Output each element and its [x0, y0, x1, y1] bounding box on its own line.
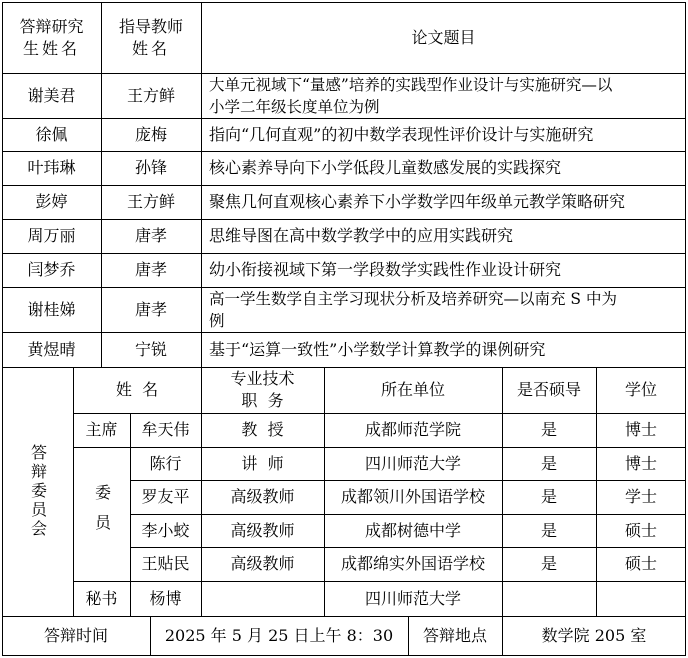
member-degree: 硕士: [624, 520, 657, 540]
secretary-role: 秘书: [85, 588, 118, 608]
chair-name: 牟天伟: [141, 420, 190, 439]
header-student-line2: 生姓名: [22, 38, 80, 58]
advisor-name: 唐孝: [134, 226, 167, 245]
secretary-unit: 四川师范大学: [364, 588, 461, 608]
advisor-name: 唐孝: [134, 260, 167, 279]
committee-label: 答辩委员会: [28, 444, 48, 539]
member-title: 高级教师: [230, 554, 295, 573]
member-supervisor: 是: [540, 453, 557, 473]
defense-time-value: 2025 年 5 月 25 日上午 8：30: [164, 626, 394, 645]
member-title: 高级教师: [230, 520, 295, 540]
thesis-title: 聚焦几何直观核心素养下小学数学四年级单元教学策略研究: [209, 192, 626, 211]
student-name: 黄煜晴: [27, 339, 76, 359]
advisor-name: 庞梅: [134, 124, 167, 144]
defense-time-label: 答辩时间: [43, 626, 108, 645]
member-degree: 硕士: [624, 554, 657, 573]
chair-title: 教 授: [241, 420, 284, 439]
thesis-title: 思维导图在高中数学教学中的应用实践研究: [209, 226, 514, 245]
member-unit: 成都领川外国语学校: [340, 487, 485, 506]
student-name: 周万丽: [27, 226, 76, 245]
committee-header-unit: 所在单位: [380, 380, 445, 399]
member-unit: 成都绵实外国语学校: [340, 554, 485, 573]
header-advisor-line2: 姓名: [131, 38, 170, 58]
student-name: 谢桂娣: [27, 299, 76, 319]
chair-unit: 成都师范学院: [364, 420, 461, 439]
student-name: 彭婷: [35, 192, 68, 211]
header-student: [2, 2, 101, 73]
defense-place-label: 答辩地点: [422, 626, 487, 645]
thesis-title: 指向“几何直观”的初中数学表现性评价设计与实施研究: [209, 124, 594, 144]
thesis-title: 幼小衔接视域下第一学段数学实践性作业设计研究: [209, 260, 562, 279]
committee-header-supervisor: 是否硕导: [516, 380, 581, 399]
advisor-name: 孙锋: [134, 158, 167, 177]
defense-place-value: 数学院 205 室: [541, 626, 647, 645]
student-name: 谢美君: [27, 85, 76, 105]
member-supervisor: 是: [540, 520, 557, 540]
header-advisor: [101, 2, 201, 73]
header-student-line1: 答辩研究: [19, 16, 84, 36]
member-supervisor: 是: [540, 554, 557, 573]
member-supervisor: 是: [540, 487, 557, 506]
member-unit: 四川师范大学: [364, 453, 461, 473]
header-advisor-line1: 指导教师: [118, 16, 183, 36]
thesis-title: [201, 73, 686, 118]
committee-header-title-line1: 专业技术: [230, 369, 295, 388]
member-title: 高级教师: [230, 487, 295, 506]
chair-role: 主席: [85, 420, 118, 439]
advisor-name: 王方鲜: [126, 85, 175, 105]
advisor-name: 王方鲜: [126, 192, 175, 211]
member-degree: 学士: [624, 487, 657, 506]
committee-header-title-line2: 职 务: [241, 391, 284, 410]
student-name: 徐佩: [35, 124, 68, 144]
header-title: 论文题目: [411, 27, 476, 47]
secretary-name: 杨博: [149, 588, 182, 608]
thesis-title-line2: 小学二年级长度单位为例: [209, 97, 380, 116]
advisor-name: 唐孝: [134, 299, 167, 319]
member-degree: 博士: [624, 453, 657, 473]
thesis-title: [201, 287, 686, 332]
thesis-title-line1: 大单元视域下“量感”培养的实践型作业设计与实施研究—以: [209, 75, 613, 94]
thesis-title: 核心素养导向下小学低段儿童数感发展的实践探究: [209, 158, 562, 177]
member-label: 委员: [92, 484, 112, 544]
student-name: 叶玮琳: [27, 158, 76, 177]
member-unit: 成都树德中学: [364, 520, 461, 540]
chair-degree: 博士: [624, 420, 657, 439]
committee-header-title: [201, 367, 324, 413]
student-name: 闫梦乔: [27, 260, 76, 279]
committee-header-degree: 学位: [624, 380, 657, 399]
committee-header-name: 姓 名: [115, 380, 159, 399]
chair-supervisor: 是: [540, 420, 557, 439]
thesis-title-line1: 高一学生数学自主学习现状分析及培养研究—以南充 S 中为: [209, 289, 617, 308]
thesis-title: 基于“运算一致性”小学数学计算教学的课例研究: [209, 339, 546, 359]
member-name: 罗友平: [141, 487, 190, 506]
member-name: 李小蛟: [141, 520, 190, 540]
member-name: 陈行: [149, 453, 182, 473]
thesis-title-line2: 例: [209, 311, 225, 330]
member-title: 讲 师: [241, 453, 284, 473]
advisor-name: 宁锐: [134, 339, 167, 359]
member-name: 王贴民: [141, 554, 190, 573]
